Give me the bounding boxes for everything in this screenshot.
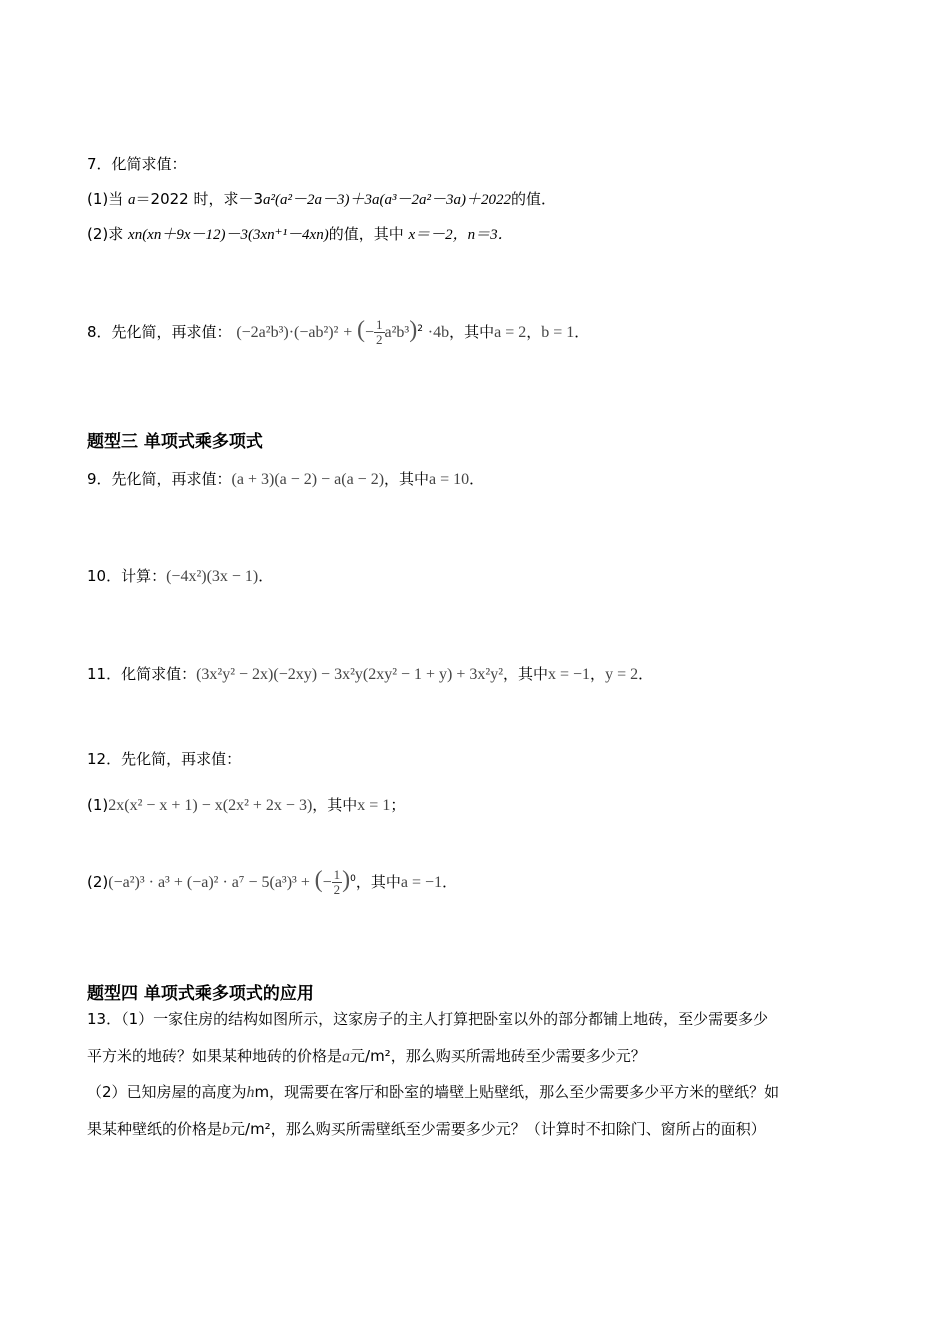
q12-p1-cond: x = 1: [357, 797, 391, 814]
q8-lparen: (: [357, 317, 365, 343]
q8-cond-b: b = 1: [541, 324, 575, 341]
q12-p2-prefix: (2): [87, 873, 109, 891]
q8-label: 8．先化简，再求值：: [87, 323, 232, 341]
q7-part1-expr: a²(a²－2a－3)＋3a(a³－2a²－3a)＋2022: [263, 192, 512, 208]
q7-part2-expr: xn(xn＋9x－12)－3(3xn⁺¹－4xn): [128, 227, 329, 243]
q7-part2-prefix: (2)求: [87, 225, 129, 243]
q13-line3: [87, 1081, 779, 1104]
q12-p2-lparen: (: [314, 867, 323, 893]
q12-p2-end: ．: [442, 873, 458, 891]
q13-line4-a: 果某种壁纸的价格是: [87, 1120, 223, 1138]
q13-line1: 13．（1）一家住房的结构如图所示，这家房子的主人打算把卧室以外的部分都铺上地砖，至少需要多少: [87, 1010, 769, 1028]
q8-a2b3: a²b³: [384, 324, 410, 341]
q12-p2-minus: −: [322, 874, 332, 891]
q8-end: ．: [574, 323, 590, 341]
q12-p2-rparen: ): [342, 867, 351, 893]
q11-sep: ，: [590, 665, 606, 683]
q11-expr: (3x²y² − 2x)(−2xy) − 3x²y(2xy² − 1 + y) + 3x²y²: [196, 666, 503, 683]
q13-line3-var: h: [246, 1084, 255, 1101]
q8-fraction: [374, 318, 385, 347]
q11-cond-y: y = 2: [605, 666, 639, 683]
q13-line2-a: 平方米的地砖？如果某种地砖的价格是: [87, 1047, 343, 1065]
q8-minus: −: [365, 324, 375, 341]
q13-line4: [87, 1118, 766, 1141]
q8-line: [87, 318, 589, 347]
q11-line: [87, 663, 653, 686]
q7-part1-text: ＝2022 时，求－3: [135, 190, 264, 208]
q12-p2-fraction: [332, 868, 343, 897]
q12-label: 12．先化简，再求值：: [87, 750, 242, 768]
q12-p2-expr: (−a²)³ · a³ + (−a)² · a⁷ − 5(a³)³ +: [108, 874, 310, 891]
q12-p1-expr: 2x(x² − x + 1) − x(2x² + 2x − 3): [108, 797, 313, 814]
q11-end: ．: [638, 665, 654, 683]
q13-line4-var: b: [222, 1121, 231, 1138]
q13-line2: [87, 1045, 646, 1068]
q12-p2-frac-num: 1: [333, 867, 341, 882]
q13-line4-b: 元/m²，那么购买所需壁纸至少需要多少元？（计算时不扣除门、窗所占的面积）: [230, 1120, 766, 1138]
q7-part2-text: 的值，其中: [328, 225, 409, 243]
q7-part2: [87, 223, 513, 246]
q8-exp: 2: [417, 324, 423, 334]
q12-p2-exp: 0: [350, 874, 356, 884]
q9-cond: a = 10: [429, 471, 470, 488]
q8-expr-a: (−2a²b³)·(−ab²)²: [236, 324, 339, 341]
q9-end: ．: [469, 470, 485, 488]
q13-line3-b: m，现需要在客厅和卧室的墙壁上贴壁纸，那么至少需要多少平方米的壁纸？如: [254, 1083, 780, 1101]
q7-part1-prefix: (1)当: [87, 190, 129, 208]
q8-plus: +: [343, 324, 353, 341]
q9-cond-prefix: ，其中: [384, 470, 430, 488]
q10-expr: (−4x²)(3x − 1): [166, 568, 259, 585]
q12-p2-cond: a = −1: [400, 874, 443, 891]
q8-cond-sep: ，: [526, 323, 542, 341]
q12-p2-cond-prefix: ，其中: [355, 873, 401, 891]
q11-cond-x: x = −1: [548, 666, 591, 683]
q8-frac-den: 2: [376, 332, 383, 347]
q12-p1-cond-prefix: ，其中: [312, 796, 358, 814]
q13-line3-a: （2）已知房屋的高度为: [87, 1083, 247, 1101]
q12-p2-frac-den: 2: [333, 882, 341, 897]
q7-part2-cond: x＝－2，n＝3．: [408, 227, 513, 243]
q12-p1-end: ；: [390, 796, 406, 814]
q9-label: 9．先化简，再求值：: [87, 470, 232, 488]
q9-line: [87, 468, 484, 491]
q13-line2-b: 元/m²，那么购买所需地砖至少需要多少元？: [350, 1047, 646, 1065]
q8-rparen: ): [409, 317, 418, 343]
q8-cond-a: a = 2: [494, 324, 527, 341]
q12-p1-prefix: (1): [87, 796, 109, 814]
q7-part1-rest: 的值．: [511, 190, 557, 208]
q7-title: 7．化简求值：: [87, 155, 187, 173]
q8-expr-b: ·4b: [427, 324, 450, 341]
q8-cond-prefix: ，其中: [449, 323, 495, 341]
q13-line2-var: a: [342, 1048, 351, 1065]
section4-title: 题型四 单项式乘多项式的应用: [87, 984, 314, 1004]
q7-part1-var: a: [128, 192, 136, 208]
section3-title: 题型三 单项式乘多项式: [87, 432, 263, 452]
q11-cond-prefix: ，其中: [502, 665, 548, 683]
q12-part1: [87, 794, 405, 817]
q9-expr: (a + 3)(a − 2) − a(a − 2): [231, 471, 385, 488]
q10-end: ．: [258, 567, 274, 585]
q12-part2: [87, 868, 457, 897]
q10-line: [87, 565, 273, 588]
q7-part1: [87, 188, 556, 211]
q11-label: 11．化简求值：: [87, 665, 197, 683]
q8-frac-num: 1: [376, 317, 383, 332]
q10-label: 10．计算：: [87, 567, 167, 585]
